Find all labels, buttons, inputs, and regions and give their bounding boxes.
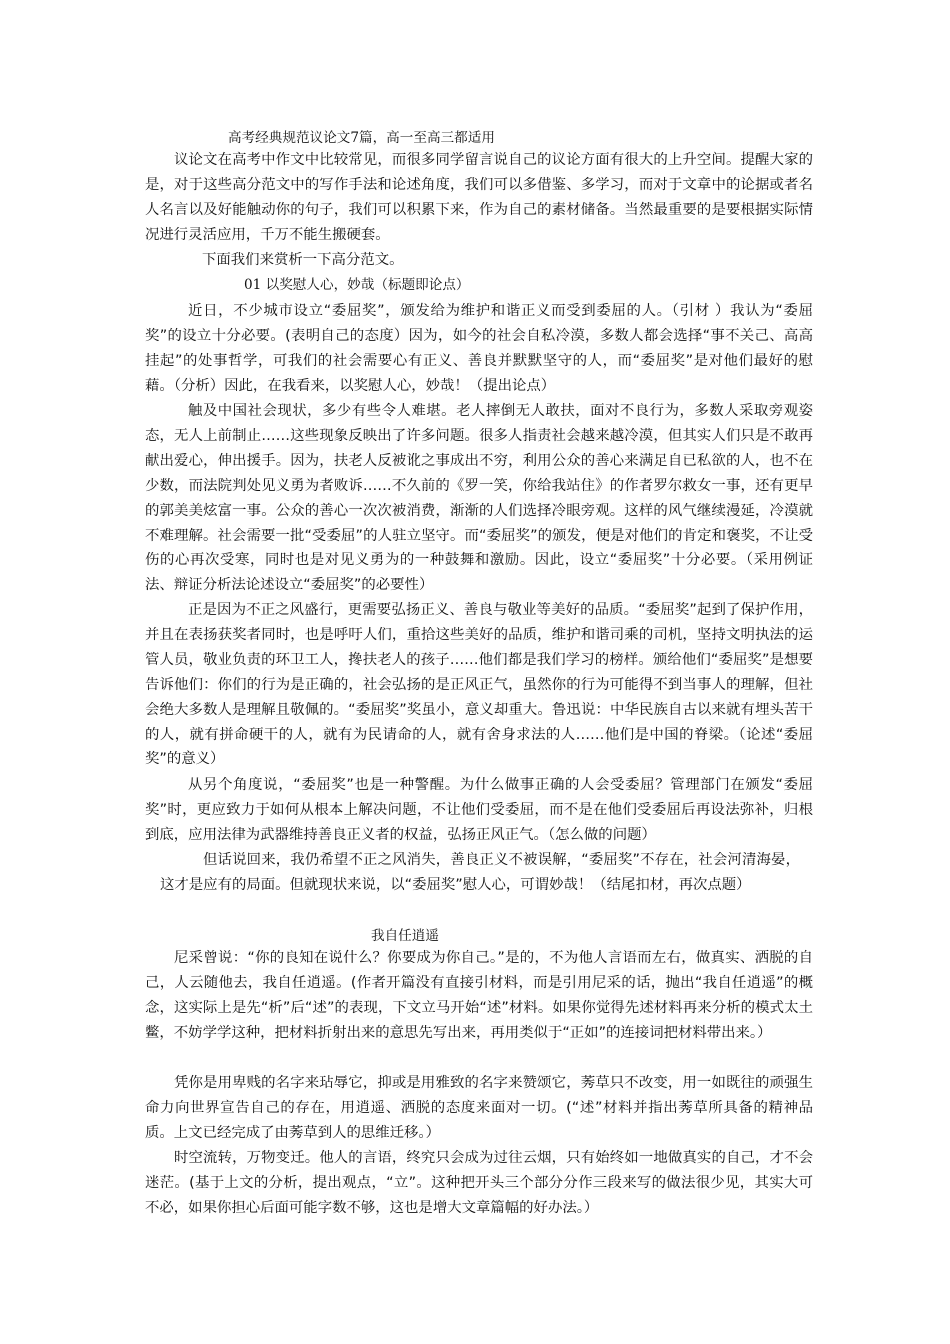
essay2-heading: 我自任逍遥 [371, 928, 439, 944]
essay1-paragraph-2: 触及中国社会现状，多少有些令人难堪。老人摔倒无人敢扶，面对不良行为，多数人采取旁观姿态，无人上前制止……这些现象反映出了许多问题。很多人指责社会越来越冷漠，但其实人们只是不敢再献出爱心，伸出援手。因为，扶老人反被讹之事成出不穷，利用公众的善心来满足自已私欲的人，也不在少数，而法院判处见义勇为者败诉……不久前的《罗一笑，你给我站住》的作者罗尔救女一事，还有更早的郭美美炫富一事。公众的善心一次次被消费，渐渐的人们选择冷眼旁观。这样的风气继续漫延，冷漠就不难理解。社会需要一批“受委屈”的人驻立坚守。而“委屈奖”的颁发，便是对他们的肯定和褒奖，不让受伤的心再次受寒，同时也是对见义勇为的一种鼓舞和激励。因此，设立“委屈奖”十分必要。（采用例证法、辩证分析法论述设立“委屈奖”的必要性） [145, 403, 813, 594]
lead-line: 下面我们来赏析一下高分范文。 [202, 252, 404, 268]
essay1-paragraph-4: 从另个角度说，“委屈奖”也是一种警醒。为什么做事正确的人会受委屈？管理部门在颁发“委屈奖”时，更应致力于如何从根本上解决问题，不让他们受委屈，而不是在他们受委屈后再设法弥补，归根到底，应用法律为武器维持善良正义者的权益，弘扬正风正气。（怎么做的问题） [145, 777, 813, 843]
essay2-paragraph-2: 凭你是用卑贱的名字来玷辱它，抑或是用雅致的名字来赞颂它，莠草只不改变，用一如既往的顽强生命力向世界宣告自己的存在，用逍遥、洒脱的态度来面对一切。(“述”材料并指出莠草所具备的精神品质。上文已经完成了由莠草到人的思维迁移。） [145, 1075, 813, 1141]
essay2-paragraph-3: 时空流转，万物变迁。他人的言语，终究只会成为过往云烟，只有始终如一地做真实的自己，才不会迷茫。(基于上文的分析，提出观点，“立”。这种把开头三个部分分作三段来写的做法很少见，其实大可不必，如果你担心后面可能字数不够，这也是增大文章篇幅的好办法。） [145, 1150, 813, 1216]
essay1-heading: 01 以奖慰人心，妙哉（标题即论点） [244, 277, 470, 293]
document-title: 高考经典规范议论文7篇，高一至高三都适用 [228, 130, 495, 146]
essay2-paragraph-1: 尼采曾说：“你的良知在说什么？你要成为你自己。”是的，不为他人言语而左右，做真实、洒脱的自己，人云随他去，我自任逍遥。(作者开篇没有直接引材料，而是引用尼采的话，抛出“我自任逍遥”的概念，这实际上是先“析”后“述”的表现，下文立马开始“述”材料。如果你觉得先述材料再来分析的模式太土鳖，不妨学学这种，把材料折射出来的意思先写出来，再用类似于“正如”的连接词把材料带出来。） [145, 950, 813, 1041]
essay1-paragraph-1: 近日，不少城市设立“委屈奖”，颁发给为维护和谐正义而受到委屈的人。（引材 ）我认为“委屈奖”的设立十分必要。(表明自己的态度）因为，如今的社会自私冷漠，多数人都会选择“事不关己、高高挂起”的处事哲学，可我们的社会需要心有正义、善良并默默坚守的人，而“委屈奖”是对他们最好的慰藉。（分析）因此，在我看来，以奖慰人心，妙哉！（提出论点） [145, 303, 813, 394]
essay1-paragraph-3: 正是因为不正之风盛行，更需要弘扬正义、善良与敬业等美好的品质。“委屈奖”起到了保护作用，并且在表扬获奖者同时，也是呼吁人们，重拾这些美好的品质，维护和谐司乘的司机，坚持文明执法的运管人员，敬业负责的环卫工人，搀扶老人的孩子……他们都是我们学习的榜样。颁给他们“委屈奖”是想要告诉他们：你们的行为是正确的，社会弘扬的是正风正气，虽然你的行为可能得不到当事人的理解，但社会绝大多数人是理解且敬佩的。“委屈奖”奖虽小，意义却重大。鲁迅说：中华民族自古以来就有埋头苦干的人，就有拼命硬干的人，就有为民请命的人，就有舍身求法的人……他们是中国的脊梁。（论述“委屈奖”的意义） [145, 602, 813, 768]
essay1-paragraph-5: 但话说回来，我仍希望不正之风消失，善良正义不被误解，“委屈奖”不存在，社会河清海晏，这才是应有的局面。但就现状来说，以“委屈奖”慰人心，可谓妙哉！（结尾扣材，再次点题） [160, 852, 800, 893]
intro-paragraph: 议论文在高考中作文中比较常见，而很多同学留言说自己的议论方面有很大的上升空间。提醒大家的是，对于这些高分范文中的写作手法和论述角度，我们可以多借鉴、多学习，而对于文章中的论据或者名人名言以及好能触动你的句子，我们可以积累下来，作为自己的素材储备。当然最重要的是要根据实际情况进行灵活应用，千万不能生搬硬套。 [145, 152, 813, 243]
